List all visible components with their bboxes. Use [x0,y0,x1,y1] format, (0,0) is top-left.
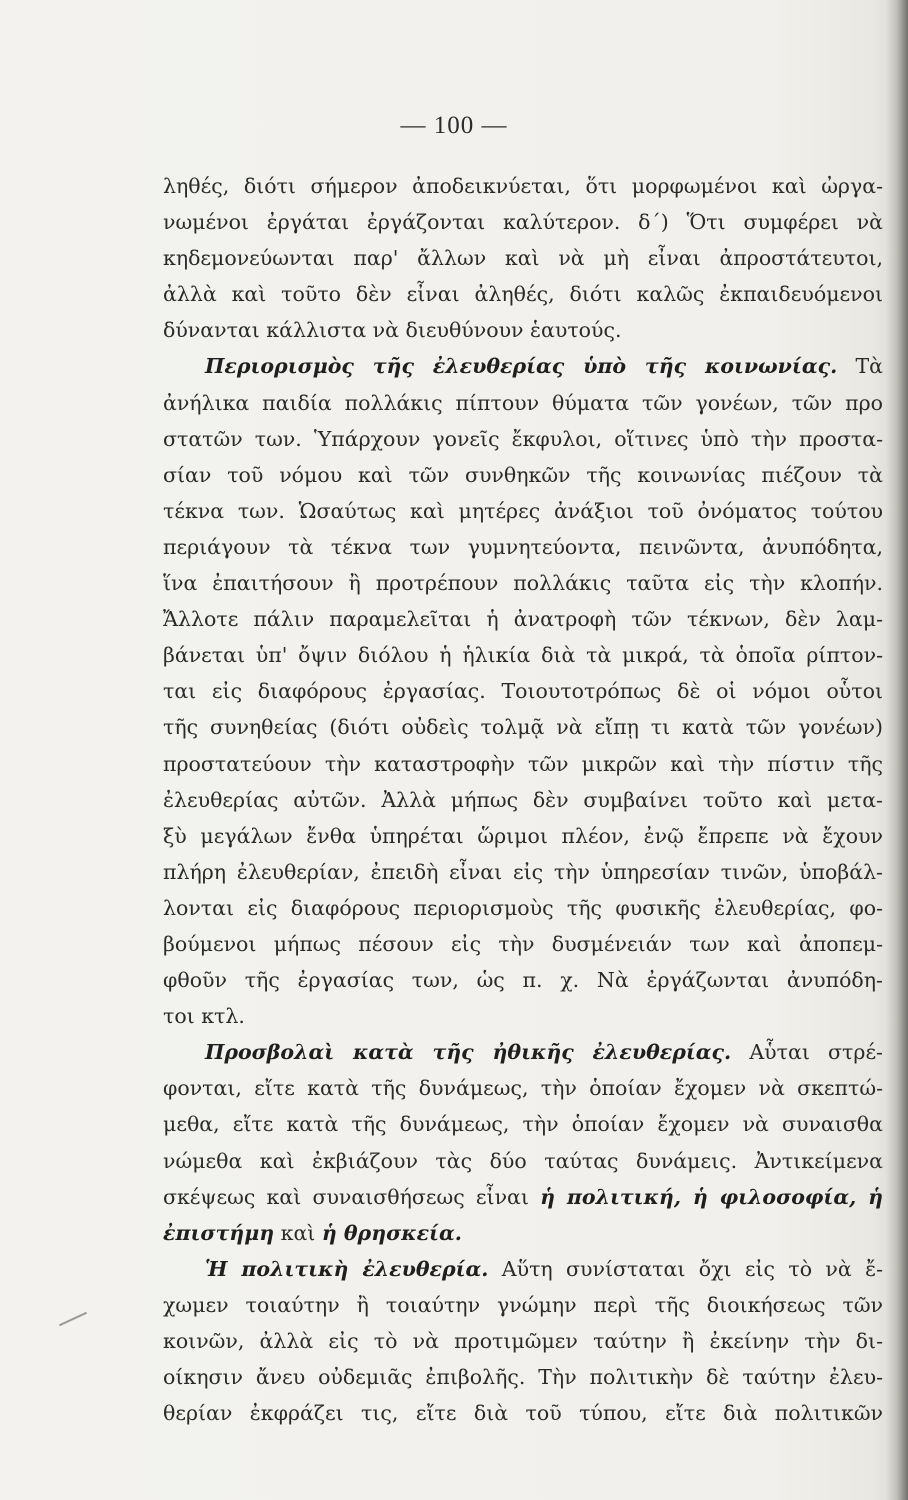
text-line [163,926,883,962]
text-line [163,421,883,457]
text-segment: κηδεμονεύωνται παρ' ἄλλων καὶ νὰ μὴ εἶναι ἀπροστάτευτοι, [163,246,883,271]
text-line [163,890,883,926]
text-segment: νώμεθα καὶ ἐκβιάζουν τὰς δύο ταύτας δυνάμεις. Ἀντικείμενα [163,1148,883,1173]
text-segment: ληθές, διότι σήμερον ἀποδεικνύεται, ὅτι μορφωμένοι καὶ ὠργα- [163,174,883,198]
text-segment: Αὗται στρέ- [731,1040,883,1065]
text-segment: ἀνήλικα παιδία πολλάκις πίπτουν θύματα τῶν γονέων, τῶν προ [163,390,883,415]
text-segment: προστατεύουν τὴν καταστροφὴν τῶν μικρῶν καὶ τὴν πίστιν τῆς [163,751,883,776]
text-segment: καὶ [274,1220,322,1245]
text-line [163,240,883,276]
emphasized-text: ἡ θρησκεία. [321,1220,462,1245]
text-line [163,1251,883,1287]
text-line [163,348,883,384]
text-segment: φονται, εἴτε κατὰ τῆς δυνάμεως, τὴν ὁποίαν ἔχομεν νὰ σκεπτώ- [163,1076,883,1101]
text-line [163,818,883,854]
text-line [163,1359,883,1395]
text-segment: Ἄλλοτε πάλιν παραμελεῖται ἡ ἀνατροφὴ τῶν τέκνων, δὲν λαμ- [163,607,883,632]
text-segment: ἀλλὰ καὶ τοῦτο δὲν εἶναι ἀληθές, διότι καλῶς ἐκπαιδευόμενοι [163,282,883,307]
text-segment: θερίαν ἐκφράζει τις, εἴτε διὰ τοῦ τύπου, εἴτε διὰ πολιτικῶν [163,1401,883,1426]
text-segment: οίκησιν ἄνευ οὐδεμιᾶς ἐπιβολῆς. Τὴν πολιτικὴν δὲ ταύτην ἐλευ- [163,1365,883,1390]
text-line [163,1143,883,1179]
text-segment: Τὰ [837,354,883,379]
text-segment: κοινῶν, ἀλλὰ εἰς τὸ νὰ προτιμῶμεν ταύτην ἢ ἐκείνην τὴν δι- [163,1329,883,1353]
text-line [163,1070,883,1106]
margin-pencil-mark [59,1312,87,1326]
page-number: — 100 — [400,112,508,139]
page-binding-shadow [886,0,908,1500]
text-line [163,565,883,601]
text-segment: τέκνα των. Ὡσαύτως καὶ μητέρες ἀνάξιοι τοῦ ὀνόματος τούτου [163,498,883,523]
text-line [163,204,883,240]
text-line [163,1395,883,1431]
text-line [163,168,883,204]
text-line [163,529,883,565]
text-line [163,1287,883,1323]
text-line [163,673,883,709]
text-segment: ἵνα ἐπαιτήσουν ἢ προτρέπουν πολλάκις ταῦτα εἰς τὴν κλοπήν. [163,571,883,596]
text-line [163,709,883,745]
text-segment: νωμένοι ἐργάται ἐργάζονται καλύτερον. δ΄) Ὅτι συμφέρει νὰ [163,210,883,235]
text-segment: περιάγουν τὰ τέκνα των γυμνητεύοντα, πεινῶντα, ἀνυπόδητα, [163,534,883,559]
text-segment: πλήρη ἐλευθερίαν, ἐπειδὴ εἶναι εἰς τὴν ὑπηρεσίαν τινῶν, ὑποβάλ- [163,859,883,884]
section-heading: Περιορισμὸς τῆς ἐλευθερίας ὑπὸ τῆς κοινωνίας. [205,354,838,379]
text-line [163,493,883,529]
section-heading: Ἡ πολιτικὴ ἐλευθερία. [205,1256,489,1281]
text-segment: ἐλευθερίας αὐτῶν. Ἀλλὰ μήπως δὲν συμβαίνει τοῦτο καὶ μετα- [163,787,883,812]
text-segment: στατῶν των. Ὑπάρχουν γονεῖς ἔκφυλοι, οἵτινες ὑπὸ τὴν προστα- [163,426,883,451]
text-segment: βούμενοι μήπως πέσουν εἰς τὴν δυσμένειάν των καὶ ἀποπεμ- [163,931,883,956]
text-line [163,1323,883,1359]
text-line [163,312,883,348]
text-line [163,998,883,1034]
text-segment: ξὺ μεγάλων ἔνθα ὑπηρέται ὥριμοι πλέον, ἐνῷ ἔπρεπε νὰ ἔχουν [163,823,883,848]
text-line [163,1034,883,1070]
emphasized-text: ἡ πολιτική, ἡ φιλοσοφία, ἡ [540,1184,883,1209]
text-segment: σκέψεως καὶ συναισθήσεως εἶναι [163,1184,541,1209]
text-segment: μεθα, εἴτε κατὰ τῆς δυνάμεως, τὴν ὁποίαν ἔχομεν νὰ συναισθα [163,1112,883,1137]
text-line [163,854,883,890]
emphasized-text: ἐπιστήμη [163,1220,275,1245]
text-line [163,1215,883,1251]
text-segment: τοι κτλ. [163,1004,245,1029]
text-line [163,1106,883,1142]
text-segment: τῆς συνηθείας (διότι οὐδεὶς τολμᾷ νὰ εἴπῃ τι κατὰ τῶν γονέων) [163,715,883,740]
text-line [163,962,883,998]
section-heading: Προσβολαὶ κατὰ τῆς ἠθικῆς ἐλευθερίας. [205,1040,732,1065]
text-segment: λονται εἰς διαφόρους περιορισμοὺς τῆς φυσικῆς ἐλευθερίας, φο- [163,895,883,920]
text-line [163,276,883,312]
text-line [163,601,883,637]
text-segment: χωμεν τοιαύτην ἢ τοιαύτην γνώμην περὶ τῆς διοικήσεως τῶν [163,1292,883,1317]
text-line [163,385,883,421]
body-text [163,168,883,1431]
text-line [163,782,883,818]
text-segment: δύνανται κάλλιστα νὰ διευθύνουν ἑαυτούς. [163,318,622,343]
text-segment: φθοῦν τῆς ἐργασίας των, ὡς π. χ. Νὰ ἐργάζωνται ἀνυπόδη- [163,968,883,993]
text-segment: Αὕτη συνίσταται ὄχι εἰς τὸ νὰ ἔ- [488,1256,883,1281]
text-line [163,1179,883,1215]
text-line [163,746,883,782]
text-segment: βάνεται ὑπ' ὄψιν διόλου ἡ ἡλικία διὰ τὰ μικρά, τὰ ὁποῖα ρίπτον- [163,643,883,668]
text-line [163,457,883,493]
text-segment: ται εἰς διαφόρους ἐργασίας. Τοιουτοτρόπως δὲ οἱ νόμοι οὗτοι [163,679,883,704]
text-line [163,637,883,673]
text-segment: σίαν τοῦ νόμου καὶ τῶν συνθηκῶν τῆς κοινωνίας πιέζουν τὰ [163,462,883,487]
